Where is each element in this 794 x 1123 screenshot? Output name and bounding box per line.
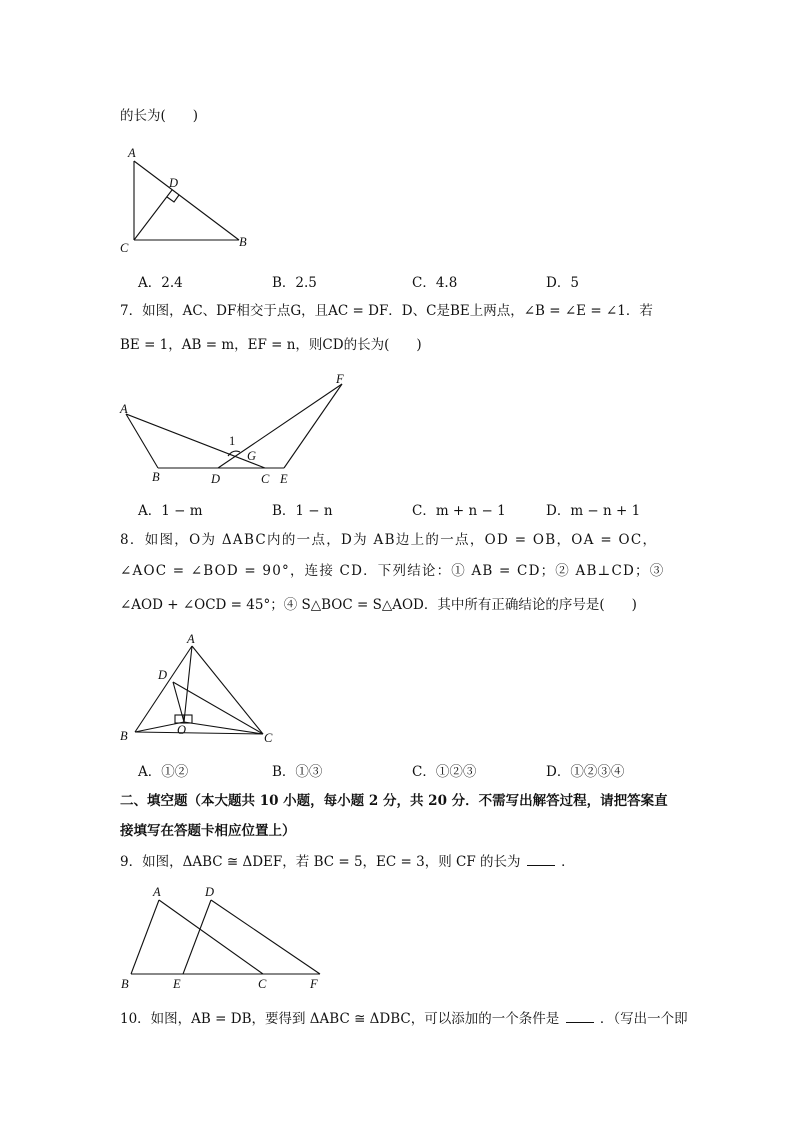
q7-option-c[interactable]: C．m + n − 1 — [412, 503, 506, 519]
q9-answer-blank[interactable] — [527, 853, 555, 866]
q8-label-o: O — [177, 723, 187, 737]
q7-label-d: D — [211, 472, 221, 486]
q8-figure — [115, 628, 285, 750]
q7-option-d[interactable]: D．m − n + 1 — [546, 503, 641, 519]
q9-line1 — [120, 853, 575, 871]
q7-option-a[interactable]: A．1 − m — [138, 503, 203, 519]
q8-option-b[interactable]: B．①③ — [272, 764, 323, 780]
q7-label-g: G — [247, 449, 257, 463]
q7-figure — [112, 368, 362, 490]
q9-text-end: ． — [561, 854, 575, 870]
q10-answer-blank[interactable] — [566, 1010, 594, 1023]
q9-label-e: E — [173, 977, 181, 991]
q9-figure — [115, 880, 325, 992]
q6-label-b: B — [239, 235, 247, 249]
q6-label-a: A — [128, 146, 136, 160]
q7-label-e: E — [280, 472, 288, 486]
q6-label-d: D — [169, 176, 179, 190]
q10-text-end: ．（写出一个即 — [599, 1011, 688, 1027]
q7-label-1: 1 — [229, 434, 236, 448]
q10-line1 — [120, 1010, 688, 1028]
q8-label-b: B — [120, 729, 128, 743]
q8-line3: ∠AOD + ∠OCD = 45°；④ S△BOC = S△AOD．其中所有正确结论的序号是( ) — [120, 597, 637, 613]
q6-option-d[interactable]: D．5 — [546, 275, 579, 291]
q8-label-d: D — [158, 668, 168, 682]
q6-option-a[interactable]: A．2.4 — [138, 275, 183, 291]
q8-option-a[interactable]: A．①② — [138, 764, 189, 780]
q7-label-b: B — [152, 470, 160, 484]
section2-heading-line2: 接填写在答题卡相应位置上） — [120, 823, 296, 839]
section2-heading-line1: 二、填空题（本大题共 10 小题，每小题 2 分，共 20 分．不需写出解答过程，请把答案直 — [120, 793, 668, 809]
q9-label-a: A — [153, 885, 161, 899]
q7-option-b[interactable]: B．1 − n — [272, 503, 333, 519]
q7-label-c: C — [261, 472, 270, 486]
q10-text: 10．如图，AB = DB，要得到 ΔABC ≅ ΔDBC，可以添加的一个条件是 — [120, 1011, 560, 1027]
q6-label-c: C — [120, 241, 129, 255]
q9-label-f: F — [310, 977, 318, 991]
q9-label-b: B — [121, 977, 129, 991]
q9-label-d: D — [205, 885, 215, 899]
q9-label-c: C — [258, 977, 267, 991]
q8-label-c: C — [264, 731, 273, 745]
q8-label-a: A — [187, 632, 195, 646]
q6-option-c[interactable]: C．4.8 — [412, 275, 458, 291]
q8-line1: 8．如图，O为 ΔABC内的一点，D为 AB边上的一点，OD = OB，OA = OC， — [120, 532, 658, 548]
q7-label-f: F — [336, 372, 344, 386]
q6-text: 的长为( ) — [120, 108, 199, 124]
q8-option-d[interactable]: D．①②③④ — [546, 764, 625, 780]
q7-line2: BE = 1，AB = m，EF = n，则CD的长为( ) — [120, 337, 422, 353]
q7-label-a: A — [120, 402, 128, 416]
q8-option-c[interactable]: C．①②③ — [412, 764, 477, 780]
q8-line2: ∠AOC = ∠BOD = 90°，连接 CD．下列结论：① AB = CD；② AB⊥CD；③ — [120, 563, 665, 579]
q7-line1: 7．如图，AC、DF相交于点G，且AC = DF．D、C是BE上两点，∠B = ∠E = ∠1．若 — [120, 303, 653, 319]
q9-text: 9．如图，ΔABC ≅ ΔDEF，若 BC = 5，EC = 3，则 CF 的长为 — [120, 854, 521, 870]
q6-figure — [115, 143, 265, 255]
q6-option-b[interactable]: B．2.5 — [272, 275, 317, 291]
